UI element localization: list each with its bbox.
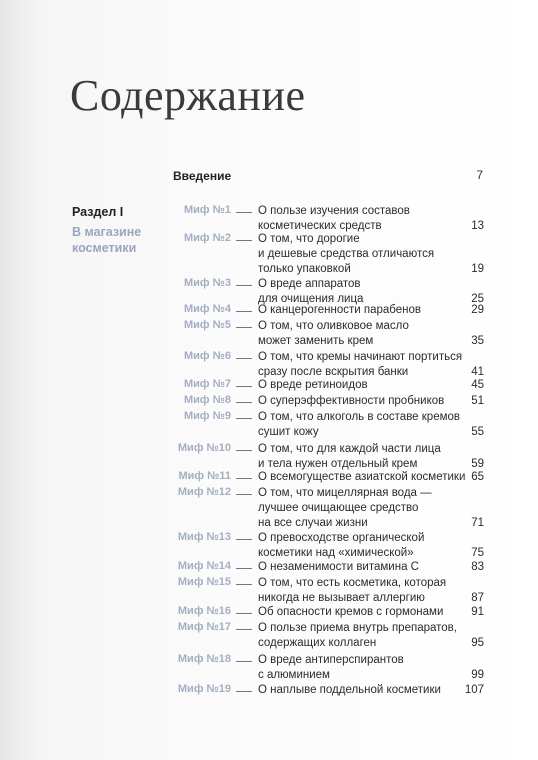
leader-dash (236, 285, 252, 286)
page-number: 13 (471, 220, 484, 232)
intro-page-number: 7 (476, 168, 483, 182)
leader-dash (236, 584, 252, 585)
leader-dash (236, 386, 252, 387)
leader-dash (236, 327, 252, 328)
entry-title-line: с алюминием (258, 669, 330, 681)
entry-title-line: О незаменимости витамина С (258, 561, 419, 573)
myth-label: Миф №2 (184, 232, 231, 244)
entry-title-line: и тела нужен отдельный крем (258, 458, 418, 470)
leader-dash (236, 478, 252, 479)
entry-title-line: содержащих коллаген (258, 637, 377, 649)
entry-title-line: О том, что алкоголь в составе кремов (258, 411, 461, 423)
leader-dash (236, 418, 252, 419)
page-number: 29 (471, 304, 484, 316)
entry-title-line: О превосходстве органической (258, 532, 425, 544)
myth-label: Миф №1 (184, 204, 231, 216)
entry-title-line: сразу после вскрытия банки (258, 366, 409, 378)
entry-title (258, 442, 478, 472)
page-number: 25 (471, 293, 484, 305)
entry-title-line: для очищения лица (258, 293, 364, 305)
myth-label: Миф №10 (177, 442, 231, 454)
myth-label: Миф №14 (177, 560, 231, 572)
entry-title-line: О том, что оливковое масло (258, 320, 409, 332)
entry-title-line: О том, что мицеллярная вода — (258, 487, 432, 499)
entry-title-line: О вреде аппаратов (258, 278, 361, 290)
entry-title-line: никогда не вызывает аллергию (258, 592, 425, 604)
page-title: Содержание (70, 71, 306, 120)
entry-title-line: только упаковкой (258, 263, 351, 275)
entry-title-line: О вреде ретиноидов (258, 379, 368, 391)
entry-title-line: сушит кожу (258, 426, 319, 438)
entry-title (258, 319, 478, 349)
myth-label: Миф №15 (177, 576, 231, 588)
entry-title (258, 560, 478, 575)
entry-title (258, 410, 478, 440)
page-number: 55 (471, 426, 484, 438)
leader-dash (236, 450, 252, 451)
myth-label: Миф №19 (177, 683, 231, 695)
leader-dash (236, 613, 252, 614)
leader-dash (236, 402, 252, 403)
entry-title (258, 653, 478, 683)
entry-title (258, 303, 478, 318)
entry-title-line: может заменить крем (258, 335, 374, 347)
entry-title (258, 605, 478, 620)
myth-label: Миф №12 (177, 486, 231, 498)
leader-dash (236, 661, 252, 662)
entry-title (258, 621, 478, 651)
entry-title-line: О том, что кремы начинают портиться (258, 351, 463, 363)
entry-title (258, 576, 478, 606)
myth-label: Миф №6 (184, 350, 231, 362)
page-number: 19 (471, 263, 484, 275)
entry-title-line: О наплыве поддельной косметики (258, 684, 441, 696)
entry-title-line: О том, что для каждой части лица (258, 443, 441, 455)
myth-label: Миф №11 (178, 470, 231, 482)
entry-title-line: О канцерогенности парабенов (258, 304, 422, 316)
page-number: 45 (471, 379, 484, 391)
page-number: 71 (471, 517, 484, 529)
page-number: 99 (471, 669, 484, 681)
entry-title-line: О том, что дорогие (258, 233, 360, 245)
myth-label: Миф №17 (177, 621, 231, 633)
page-number: 41 (471, 366, 484, 378)
entry-title-line: косметики над «химической» (258, 547, 414, 559)
page-number: 87 (471, 592, 484, 604)
page-number: 107 (464, 684, 484, 696)
entry-title-line: О пользе приема внутрь препаратов, (258, 622, 457, 634)
leader-dash (236, 539, 252, 540)
entry-title (258, 378, 478, 393)
entry-title (258, 486, 478, 531)
page-number: 35 (471, 335, 484, 347)
myth-label: Миф №9 (184, 410, 231, 422)
entry-title-line: и дешевые средства отличаются (258, 248, 435, 260)
entry-title-line: О пользе изучения составов (258, 205, 410, 217)
myth-label: Миф №4 (184, 303, 231, 315)
leader-dash (236, 568, 252, 569)
entry-title (258, 394, 478, 409)
entry-title (258, 531, 478, 561)
section-subtitle: В магазине косметики (72, 225, 142, 255)
intro-label: Введение (173, 169, 232, 183)
page-number: 51 (471, 395, 484, 407)
entry-title-line: О суперэффективности пробников (258, 395, 445, 407)
entry-title-line: лучшее очищающее средство (258, 502, 419, 514)
entry-title (258, 232, 478, 277)
entry-title-line: Об опасности кремов с гормонами (258, 606, 444, 618)
section-heading: Раздел I (72, 205, 124, 219)
page-number: 91 (471, 606, 484, 618)
entry-title-line: О вреде антиперспирантов (258, 654, 404, 666)
leader-dash (236, 494, 252, 495)
myth-label: Миф №7 (184, 378, 231, 390)
leader-dash (236, 212, 252, 213)
page-number: 59 (471, 458, 484, 470)
entry-title (258, 683, 478, 698)
myth-label: Миф №16 (177, 605, 231, 617)
entry-title-line: О том, что есть косметика, которая (258, 577, 447, 589)
entry-title-line: косметических средств (258, 220, 382, 232)
page-number: 75 (471, 547, 484, 559)
myth-label: Миф №18 (177, 653, 231, 665)
myth-label: Миф №5 (184, 319, 231, 331)
myth-label: Миф №13 (177, 531, 231, 543)
entry-title (258, 350, 478, 380)
entry-title-line: на все случаи жизни (258, 517, 368, 529)
leader-dash (236, 358, 252, 359)
entry-title (258, 204, 478, 234)
leader-dash (236, 691, 252, 692)
myth-label: Миф №8 (184, 394, 231, 406)
page-number: 65 (471, 471, 484, 483)
entry-title-line: О всемогуществе азиатской косметики (258, 471, 466, 483)
leader-dash (236, 311, 252, 312)
entry-title (258, 470, 478, 485)
page-number: 83 (471, 561, 484, 573)
leader-dash (236, 629, 252, 630)
page-number: 95 (471, 637, 484, 649)
myth-label: Миф №3 (184, 277, 231, 289)
leader-dash (236, 240, 252, 241)
